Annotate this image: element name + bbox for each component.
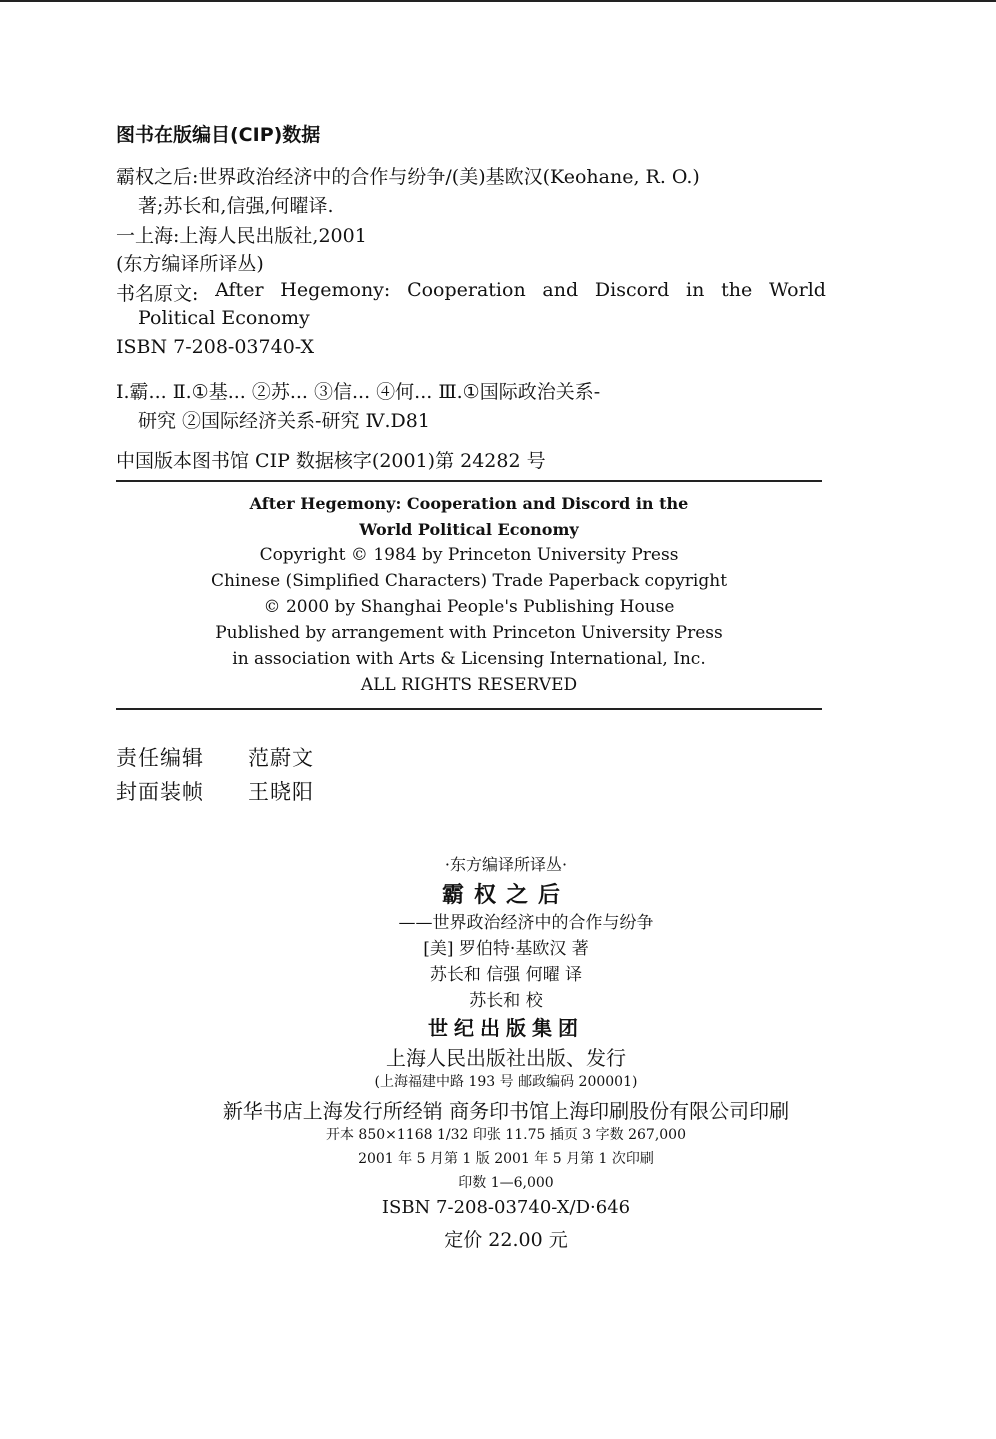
original-title-word: Discord [594, 279, 670, 301]
top-border-line [0, 0, 996, 2]
cip-title-line: 霸权之后:世界政治经济中的合作与纷争/(美)基欧汉(Keohane, R. O.) [116, 166, 700, 188]
copyright-line2: Chinese (Simplified Characters) Trade Paperback copyright [210, 571, 728, 591]
copyright-line1: Copyright © 1984 by Princeton University Press [259, 545, 679, 565]
divider-bottom [116, 708, 822, 710]
colophon-translators: 苏长和 信强 何曜 译 [429, 965, 583, 985]
colophon-edition: 2001 年 5 月第 1 版 2001 年 5 月第 1 次印刷 [358, 1151, 654, 1167]
copyright-title-line1: After Hegemony: Cooperation and Discord in the [249, 494, 689, 513]
copyright-line3: © 2000 by Shanghai People's Publishing House [263, 597, 675, 617]
colophon-specs: 开本 850×1168 1/32 印张 11.75 插页 3 字数 267,000 [325, 1127, 686, 1143]
divider-top [116, 480, 822, 482]
original-title-word: and [542, 279, 579, 301]
original-title-word: Cooperation [407, 279, 526, 301]
copyright-title-line2: World Political Economy [359, 520, 579, 539]
cip-classification-line2: 研究 ②国际经济关系-研究 Ⅳ.D81 [138, 410, 430, 432]
colophon-proofreader: 苏长和 校 [469, 991, 543, 1011]
original-title-word: World [768, 279, 826, 301]
colophon-subtitle: ——世界政治经济中的合作与纷争 [398, 913, 654, 933]
copyright-rights: ALL RIGHTS RESERVED [360, 675, 578, 695]
colophon-price: 定价 22.00 元 [444, 1229, 568, 1251]
colophon-isbn: ISBN 7-208-03740-X/D·646 [381, 1197, 631, 1218]
colophon-print-run: 印数 1—6,000 [458, 1175, 554, 1191]
colophon-publisher: 上海人民出版社出版、发行 [386, 1046, 626, 1070]
credit-cover [116, 776, 314, 806]
colophon-title: 霸权之后 [441, 882, 570, 908]
credit-editor [116, 742, 314, 772]
original-title-label: 书名原文: [116, 283, 199, 305]
cover-name: 王晓阳 [248, 780, 314, 804]
colophon-distribution: 新华书店上海发行所经销 商务印书馆上海印刷股份有限公司印刷 [222, 1099, 790, 1123]
cip-classification-line1: Ⅰ.霸... Ⅱ.①基... ②苏... ③信... ④何... Ⅲ.①国际政治关系- [116, 381, 601, 403]
cover-label: 封面装帧 [116, 780, 204, 804]
editor-name: 范蔚文 [248, 746, 314, 770]
cip-isbn: ISBN 7-208-03740-X [116, 336, 315, 358]
original-title-word: the [721, 279, 753, 301]
colophon-group: 世纪出版集团 [428, 1016, 584, 1040]
cip-verification: 中国版本图书馆 CIP 数据核字(2001)第 24282 号 [116, 450, 546, 472]
cip-publisher-line: 一上海:上海人民出版社,2001 [116, 225, 367, 247]
copyright-line5: in association with Arts & Licensing International, Inc. [232, 649, 706, 669]
original-title-word: After [215, 279, 264, 301]
editor-label: 责任编辑 [116, 746, 204, 770]
original-title-word: Hegemony: [280, 279, 391, 301]
cip-translators-line: 著;苏长和,信强,何曜译. [138, 195, 334, 217]
colophon-address: (上海福建中路 193 号 邮政编码 200001) [374, 1074, 638, 1090]
cip-original-title-cont: Political Economy [138, 307, 310, 329]
original-title-word: in [686, 279, 705, 301]
copyright-line4: Published by arrangement with Princeton University Press [215, 623, 723, 643]
cip-original-title-line [116, 279, 826, 306]
colophon-author: [美] 罗伯特·基欧汉 著 [423, 939, 589, 959]
colophon-series: ·东方编译所译丛· [444, 855, 568, 874]
cip-series-line: (东方编译所译丛) [116, 253, 264, 275]
cip-heading: 图书在版编目(CIP)数据 [116, 124, 321, 146]
